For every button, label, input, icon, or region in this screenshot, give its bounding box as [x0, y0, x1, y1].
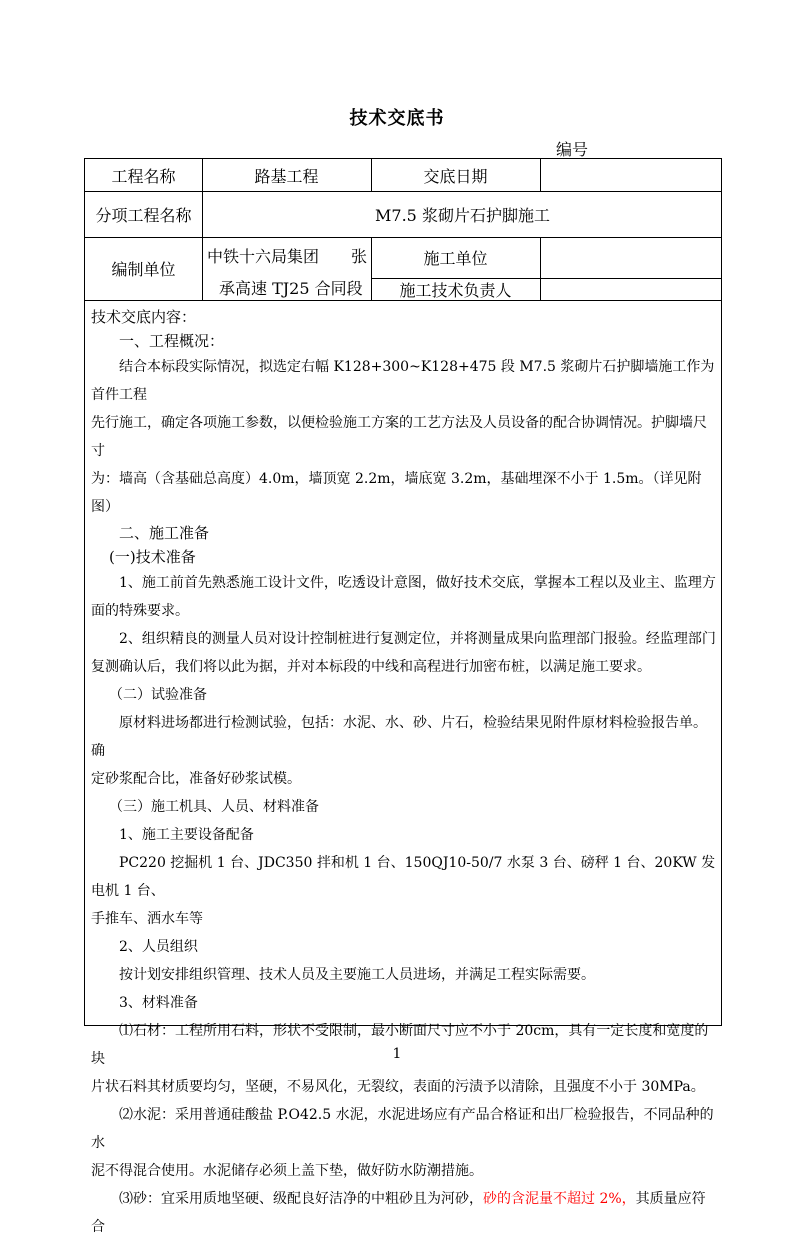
- paragraph-line: ⑵水泥：采用普通硅酸盐 P.O42.5 水泥，水泥进场应有产品合格证和出厂检验报告，不同品种的水: [91, 1107, 714, 1151]
- paragraph-line: 手推车、洒水车等: [91, 911, 203, 927]
- builder-value: [540, 237, 723, 278]
- paragraph-line: 为：墙高（含基础总高度）4.0m，墙顶宽 2.2m，墙底宽 3.2m，基础埋深不小于 1.5m。（详见附图）: [91, 471, 702, 515]
- page-number: 1: [392, 1046, 402, 1062]
- subsection-title: （二）试验准备: [109, 687, 207, 703]
- builder-label: 施工单位: [423, 249, 488, 268]
- paragraph-line: 3、材料准备: [119, 995, 198, 1011]
- sub-project-label: 分项工程名称: [95, 205, 192, 225]
- serial-label: 编号: [556, 140, 589, 159]
- paragraph-line: 2、组织精良的测量人员对设计控制桩进行复测定位，并将测量成果向监理部门报验。经监理部门: [119, 631, 716, 647]
- handover-table: [84, 158, 722, 1235]
- tech-lead-label: 施工技术负责人: [399, 280, 512, 300]
- paragraph-line: 原材料进场都进行检测试验，包括：水泥、水、砂、片石，检验结果见附件原材料检验报告单。确: [91, 715, 707, 759]
- compiler-value-line1-tail: 张: [350, 246, 367, 266]
- project-name-label: 工程名称: [111, 166, 176, 186]
- subsection-title: （三）施工机具、人员、材料准备: [109, 799, 319, 815]
- line-tail: 其质量应符合: [91, 1191, 706, 1235]
- line-text: ⑶砂：宜采用质地坚硬、级配良好洁净的中粗砂且为河砂，: [119, 1191, 483, 1207]
- paragraph-line: 按计划安排组织管理、技术人员及主要施工人员进场，并满足工程实际需要。: [119, 967, 595, 983]
- compiler-label: 编制单位: [111, 260, 176, 279]
- subsection-title: (一)技术准备: [109, 548, 196, 566]
- paragraph-line: 片状石料其材质要均匀，坚硬，不易风化，无裂纹，表面的污渍予以清除，且强度不小于 30MPa。: [91, 1079, 705, 1095]
- paragraph-line: 2、人员组织: [119, 939, 198, 955]
- paragraph-line: 1、施工前首先熟悉施工设计文件，吃透设计意图，做好技术交底，掌握本工程以及业主、监理方: [119, 575, 716, 591]
- paragraph-line: PC220 挖掘机 1 台、JDC350 拌和机 1 台、150QJ10-50/7 水泵 3 台、磅秤 1 台、20KW 发电机 1 台、: [91, 855, 716, 899]
- doc-title: 技术交底书: [349, 108, 445, 129]
- tech-lead-value: [540, 278, 723, 300]
- compiler-value-line1: 中铁十六局集团: [207, 246, 320, 266]
- paragraph-line: 先行施工，确定各项施工参数，以便检验施工方案的工艺方法及人员设备的配合协调情况。护脚墙尺寸: [91, 415, 707, 459]
- paragraph-line: 1、施工主要设备配备: [119, 827, 254, 843]
- section-2-title: 二、施工准备: [119, 524, 210, 542]
- section-1-title: 一、工程概况：: [119, 332, 225, 350]
- date-label: 交底日期: [423, 166, 488, 186]
- content-heading: 技术交底内容：: [91, 308, 197, 326]
- project-name-value: 路基工程: [254, 166, 319, 186]
- paragraph-line: 面的特殊要求。: [91, 603, 189, 619]
- paragraph-line: 定砂浆配合比，准备好砂浆试模。: [91, 771, 301, 787]
- paragraph-line: ⑴石材：工程所用石料，形状不受限制，最小断面尺寸应不小于 20cm，具有一定长度和宽度的块: [91, 1023, 709, 1067]
- paragraph-line: 结合本标段实际情况，拟选定右幅 K128+300~K128+475 段 M7.5 浆砌片石护脚墙施工作为首件工程: [91, 359, 715, 403]
- date-value: [540, 159, 723, 191]
- paragraph-line: 泥不得混合使用。水泥储存必须上盖下垫，做好防水防潮措施。: [91, 1163, 483, 1179]
- paragraph-line: [91, 1185, 717, 1241]
- sub-project-value: M7.5 浆砌片石护脚施工: [375, 205, 550, 225]
- compiler-value-line2: 承高速 TJ25 合同段: [219, 278, 363, 298]
- highlighted-text: 砂的含泥量不超过 2%，: [483, 1191, 636, 1207]
- paragraph-line: 复测确认后，我们将以此为据，并对本标段的中线和高程进行加密布桩，以满足施工要求。: [91, 659, 651, 675]
- handover-content: [85, 301, 723, 1235]
